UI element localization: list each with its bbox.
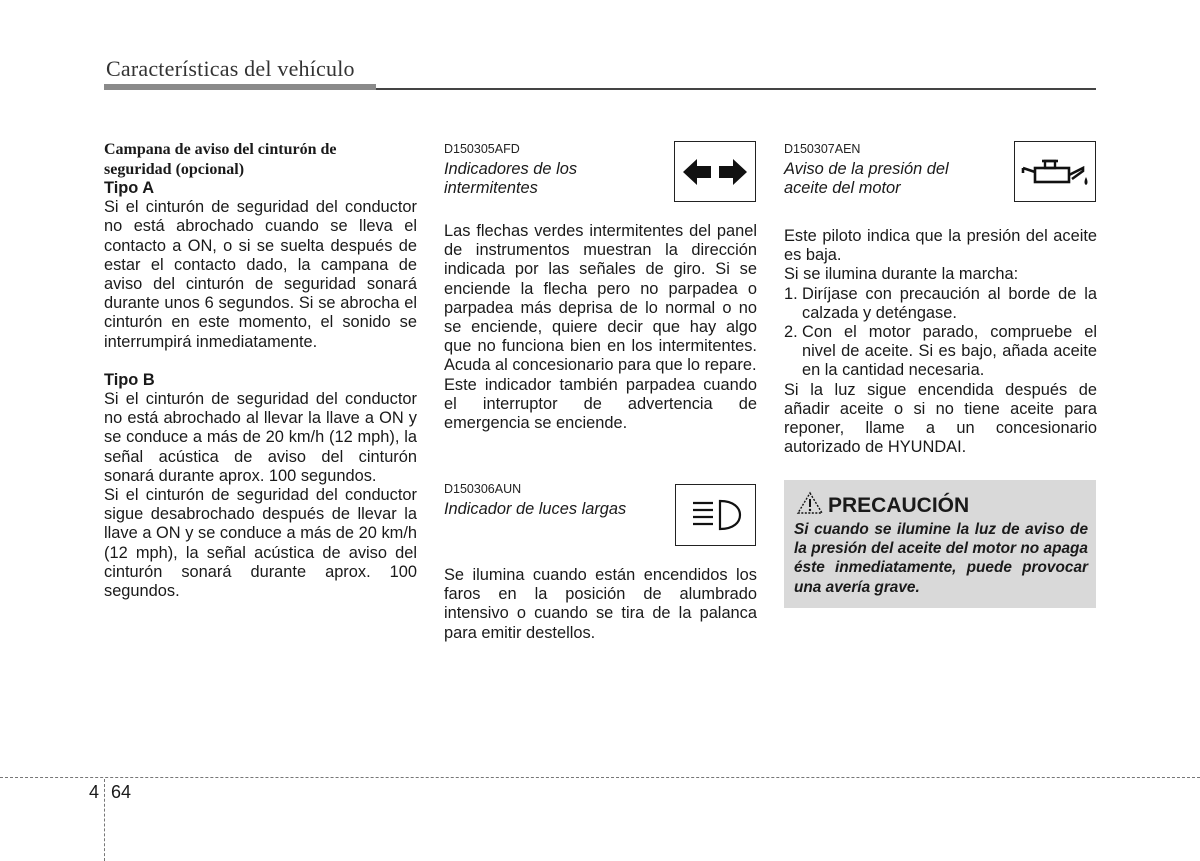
oil-pressure-body	[784, 227, 1097, 457]
tipo-b-label: Tipo B	[104, 370, 155, 389]
oil-pressure-title	[784, 160, 1004, 198]
turn-signal-arrows-icon	[675, 142, 754, 200]
tipo-b-text-1: Si el cinturón de seguridad del conductor no está abrochado al llevar la llave a ON y se conduce a más de 20 km/h (12 mph), la señal acústica de aviso del cinturón sonará durante aprox. 100 segundos.	[104, 390, 417, 485]
footer-divider	[0, 777, 1200, 778]
oil-pressure-intro: Este piloto indica que la presión del aceite es baja.	[784, 227, 1097, 265]
seatbelt-chime-section	[104, 140, 417, 601]
list-item	[784, 285, 1097, 323]
header-rule	[376, 88, 1096, 90]
oil-pressure-title-line2: aceite del motor	[784, 179, 901, 198]
step-text: Diríjase con precaución al borde de la calzada y deténgase.	[802, 284, 1097, 322]
oil-pressure-closing: Si la luz sigue encendida después de añadir aceite o si no tiene aceite para reponer, llame a un concesionario autorizado de HYUNDAI.	[784, 380, 1097, 457]
high-beam-title: Indicador de luces largas	[444, 500, 627, 518]
turn-signal-text-2: Este indicador también parpadea cuando el interruptor de advertencia de emergencia se enciende.	[444, 375, 757, 433]
warning-triangle-icon	[796, 491, 824, 515]
turn-signal-icon-box	[674, 141, 756, 202]
high-beam-body	[444, 566, 757, 643]
page-title: Características del vehículo	[106, 56, 355, 81]
page-number: 64	[111, 782, 132, 802]
step-number: 1.	[784, 284, 798, 303]
turn-signal-code: D150305AFD	[444, 142, 520, 156]
turn-signal-body	[444, 222, 757, 433]
oil-pressure-code: D150307AEN	[784, 142, 861, 156]
tipo-a-label: Tipo A	[104, 179, 155, 197]
step-number: 2.	[784, 323, 798, 342]
step-text: Con el motor parado, compruebe el nivel de aceite. Si es bajo, añada aceite en la cantidad necesaria.	[802, 323, 1097, 380]
oil-pressure-steps	[784, 285, 1097, 381]
caution-text: Si cuando se ilumine la luz de aviso de la presión del aceite del motor no apaga éste inmediatamente, puede provocar una avería grave.	[794, 521, 1088, 596]
tipo-b-text-2: Si el cinturón de seguridad del conductor sigue desabrochado después de llevar la llave a ON y se conduce a más de 20 km/h (12 mph), la señal acústica de aviso del cinturón sonará durante aprox. 100 segundos.	[104, 486, 417, 601]
header-rule-thick	[104, 84, 376, 90]
section-heading-line1: Campana de aviso del cinturón de	[104, 141, 337, 158]
chapter-number: 4	[89, 782, 100, 802]
high-beam-code: D150306AUN	[444, 482, 522, 496]
turn-signal-title-line1: Indicadores de los	[444, 160, 578, 178]
turn-signal-title	[444, 160, 659, 198]
turn-signal-title-line2: intermitentes	[444, 179, 538, 198]
section-heading-line2: seguridad (opcional)	[104, 160, 245, 178]
oil-pressure-title-line1: Aviso de la presión del	[784, 160, 949, 178]
oil-pressure-while-driving: Si se ilumina durante la marcha:	[784, 265, 1019, 284]
turn-signal-text-1: Las flechas verdes intermitentes del panel de instrumentos muestran la dirección indicada por las señales de giro. Si se enciende la flecha pero no parpadea o parpadea más deprisa de lo normal o no se enciende, quiere decir que hay algo que no funciona bien en los intermitentes. Acuda al concesionario para que lo repare.	[444, 222, 757, 375]
oil-can-icon	[1015, 142, 1094, 200]
high-beam-icon	[676, 485, 754, 544]
high-beam-icon-box	[675, 484, 756, 546]
spacer	[104, 352, 417, 371]
list-item	[784, 323, 1097, 381]
tipo-a-text: Si el cinturón de seguridad del conductor no está abrochado cuando se lleva el contacto a ON, o si se suelta después de estar el contacto dado, la campana de aviso del cinturón de seguridad sonará durante unos 6 segundos. Si se abrocha el cinturón en este momento, el sonido se interrumpirá inmediatamente.	[104, 198, 417, 351]
oil-pressure-icon-box	[1014, 141, 1096, 202]
footer-vertical-divider	[104, 779, 105, 861]
high-beam-text: Se ilumina cuando están encendidos los faros en la posición de alumbrado intensivo o cuando se tira de la palanca para emitir destellos.	[444, 566, 757, 642]
caution-title: PRECAUCIÓN	[828, 494, 970, 517]
